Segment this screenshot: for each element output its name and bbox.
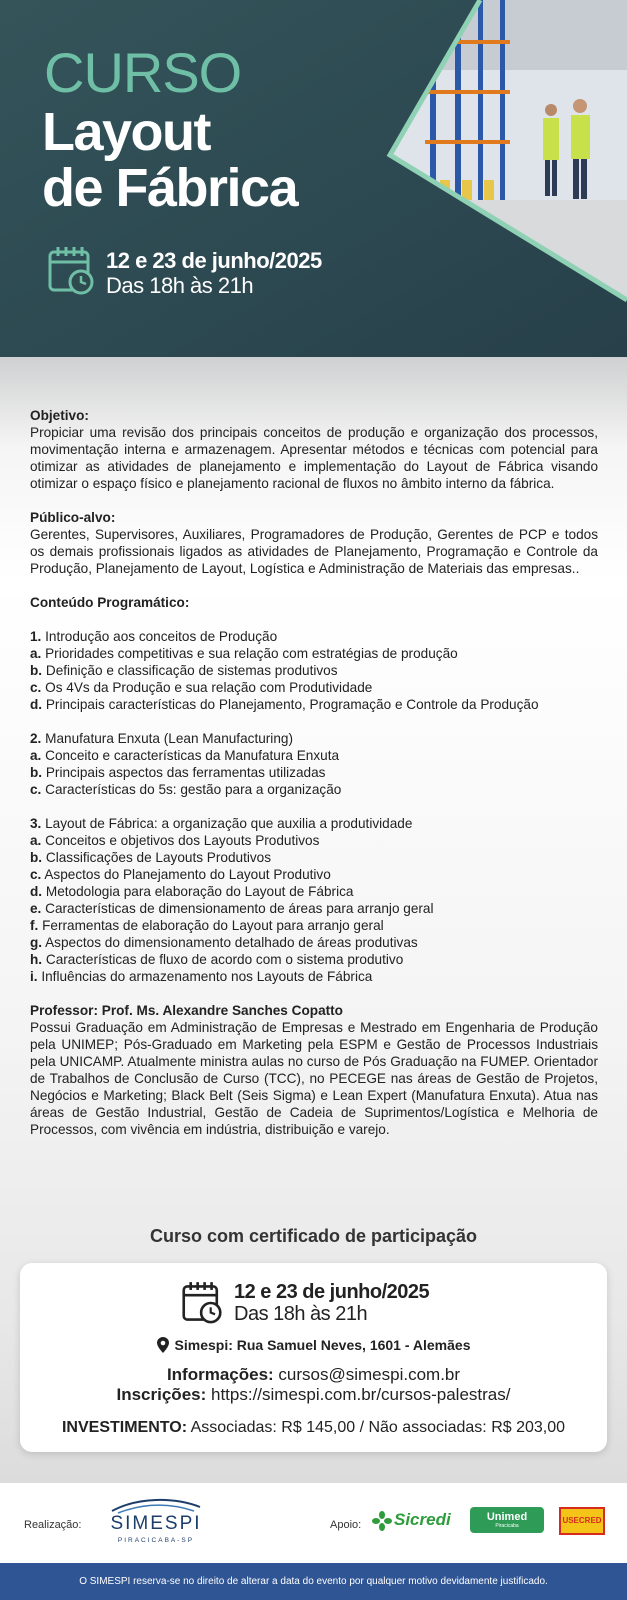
header-banner (0, 0, 627, 357)
syllabus-item-text: Características do 5s: gestão para a organização (41, 782, 342, 797)
card-date: 12 e 23 de junho/2025 (234, 1281, 430, 1303)
syllabus-item-text: Principais aspectos das ferramentas utilizadas (42, 765, 326, 780)
syllabus-item-key: 2. (30, 731, 42, 746)
syllabus-item (30, 764, 598, 781)
syllabus-item-key: d. (30, 884, 43, 899)
realization-label: Realização: (24, 1519, 82, 1531)
syllabus-item-text: Aspectos do Planejamento do Layout Produtivo (41, 867, 331, 882)
syllabus-item-text: Características de dimensionamento de áreas para arranjo geral (41, 901, 434, 916)
syllabus-item (30, 628, 598, 645)
syllabus-item-key: b. (30, 663, 43, 678)
syllabus-title: Conteúdo Programático: (30, 595, 190, 610)
syllabus-item-text: Definição e classificação de sistemas produtivos (42, 663, 338, 678)
registration-label: Inscrições: (116, 1385, 207, 1404)
course-description (30, 407, 598, 1138)
event-info-card (20, 1263, 607, 1452)
professor-title: Professor: Prof. Ms. Alexandre Sanches Copatto (30, 1003, 343, 1018)
syllabus-item (30, 900, 598, 917)
location-pin-icon (157, 1337, 169, 1353)
syllabus-item (30, 832, 598, 849)
syllabus-item-text: Ferramentas de elaboração do Layout para arranjo geral (38, 918, 384, 933)
sicredi-logo (372, 1509, 456, 1533)
event-location (20, 1337, 607, 1353)
usecred-name: USECRED (562, 1516, 602, 1525)
syllabus-item-key: c. (30, 680, 42, 695)
course-title-line1: Layout (42, 102, 211, 162)
syllabus-item (30, 968, 598, 985)
registration-link[interactable]: https://simespi.com.br/cursos-palestras/ (206, 1385, 511, 1404)
professor-bio: Possui Graduação em Administração de Empresas e Mestrado em Engenharia de Produção pela UNIMEP; Pós-Graduado em Marketing pela ESPM e Gestão de Processos Industriais pela UNICAMP. Atualmente ministra aulas no curso de Pós Graduação na FUMEP. Orientador de Trabalhos de Conclusão de Curso (TCC), no PECEGE nas áreas de Gestão de Projetos, Negócios e Marketing; Black Belt (Seis Sigma) e Lean Expert (Manufatura Enxuta). Atua nas áreas de Gestão Industrial, Gestão de Cadeia de Suprimentos/Logística e Melhoria de Processos, com vivência em indústria, distribuição e varejo. (30, 1020, 598, 1137)
unimed-logo (470, 1507, 544, 1533)
content-area (0, 357, 627, 1483)
syllabus-item-key: h. (30, 952, 43, 967)
syllabus-item-key: b. (30, 765, 43, 780)
syllabus-item (30, 781, 598, 798)
investment-prices: Associadas: R$ 145,00 / Não associadas: R$ 203,00 (187, 1419, 566, 1436)
info-email[interactable]: cursos@simespi.com.br (273, 1365, 461, 1384)
syllabus-item-text: Layout de Fábrica: a organização que auxilia a produtividade (41, 816, 413, 831)
syllabus-item (30, 883, 598, 900)
calendar-clock-icon (182, 1281, 222, 1325)
objective-title: Objetivo: (30, 408, 89, 423)
syllabus-item (30, 730, 598, 747)
simespi-logo (108, 1497, 204, 1547)
syllabus-item-key: i. (30, 969, 38, 984)
simespi-name: SIMESPI (110, 1513, 202, 1534)
info-label: Informações: (166, 1365, 274, 1384)
syllabus-item-key: a. (30, 646, 42, 661)
syllabus-item (30, 849, 598, 866)
syllabus-item-text: Classificações de Layouts Produtivos (42, 850, 272, 865)
syllabus-item-key: d. (30, 697, 43, 712)
syllabus-item-text: Metodologia para elaboração do Layout de Fábrica (42, 884, 354, 899)
syllabus-item-text: Conceitos e objetivos dos Layouts Produtivos (41, 833, 320, 848)
audience-text: Gerentes, Supervisores, Auxiliares, Programadores de Produção, Gerentes de PCP e todos os demais profissionais ligados as atividades de Planejamento, Programação e Controle da Produção, Planejamento de Layout, Logística e Administração de Materiais das empresas.. (30, 527, 598, 576)
syllabus-item-key: 1. (30, 629, 42, 644)
support-label: Apoio: (330, 1519, 362, 1531)
unimed-name: Unimed (486, 1511, 528, 1523)
syllabus-item (30, 747, 598, 764)
investment-label: INVESTIMENTO: (61, 1419, 188, 1436)
audience-title: Público-alvo: (30, 510, 116, 525)
syllabus-item-text: Prioridades competitivas e sua relação com estratégias de produção (41, 646, 458, 661)
calendar-clock-icon (48, 246, 94, 296)
syllabus-item-text: Conceito e características da Manufatura Enxuta (41, 748, 340, 763)
contact-info (20, 1365, 607, 1385)
syllabus-item (30, 917, 598, 934)
syllabus-item-text: Influências do armazenamento nos Layouts de Fábrica (37, 969, 373, 984)
simespi-sub: PIRACICABA-SP (117, 1537, 195, 1544)
syllabus-item-text: Aspectos do dimensionamento detalhado de áreas produtivas (42, 935, 418, 950)
syllabus-item (30, 679, 598, 696)
disclaimer-bar: O SIMESPI reserva-se no direito de alterar a data do evento por qualquer motivo devidamente justificado. (0, 1563, 627, 1600)
syllabus-item (30, 951, 598, 968)
course-title-line2: de Fábrica (42, 158, 298, 218)
header-time: Das 18h às 21h (106, 273, 254, 298)
syllabus-item (30, 645, 598, 662)
syllabus-item-key: c. (30, 867, 42, 882)
syllabus-item-key: g. (30, 935, 43, 950)
sicredi-flower-icon (372, 1511, 392, 1531)
syllabus-item-key: a. (30, 833, 42, 848)
syllabus-item (30, 662, 598, 679)
syllabus-item-text: Características de fluxo de acordo com o sistema produtivo (42, 952, 404, 967)
syllabus-item (30, 934, 598, 951)
syllabus-item-key: a. (30, 748, 42, 763)
syllabus-item-key: e. (30, 901, 42, 916)
syllabus-item-text: Manufatura Enxuta (Lean Manufacturing) (41, 731, 293, 746)
location-text: Simespi: Rua Samuel Neves, 1601 - Alemães (174, 1337, 471, 1353)
syllabus-item (30, 866, 598, 883)
syllabus-item-key: f. (30, 918, 39, 933)
syllabus-item-key: b. (30, 850, 43, 865)
objective-text: Propiciar uma revisão dos principais conceitos de produção e organização dos processos, movimentação interna e armazenagem. Apresentar métodos e técnicas com potencial para otimizar as atividades de planejamento e implementação do Layout de Fábrica visando otimizar o espaço físico e planejamento racional de fluxos no âmbito interno da fábrica. (30, 425, 598, 491)
usecred-logo (559, 1507, 605, 1535)
course-label: CURSO (44, 41, 242, 104)
syllabus-item (30, 815, 598, 832)
sponsors-bar (0, 1483, 627, 1563)
syllabus-item-key: c. (30, 782, 42, 797)
syllabus-item-text: Principais características do Planejamento, Programação e Controle da Produção (42, 697, 539, 712)
certificate-notice: Curso com certificado de participação (149, 1226, 478, 1246)
syllabus-item-key: 3. (30, 816, 42, 831)
sicredi-name: Sicredi (394, 1510, 451, 1529)
card-time: Das 18h às 21h (234, 1303, 368, 1325)
header-date: 12 e 23 de junho/2025 (106, 248, 322, 273)
unimed-sub: Piracicaba (495, 1523, 519, 1529)
syllabus-item (30, 696, 598, 713)
syllabus-item-text: Os 4Vs da Produção e sua relação com Produtividade (41, 680, 373, 695)
investment-info (20, 1419, 607, 1437)
registration-info (20, 1385, 607, 1405)
syllabus-item-text: Introdução aos conceitos de Produção (41, 629, 278, 644)
syllabus-modules (30, 628, 598, 1002)
